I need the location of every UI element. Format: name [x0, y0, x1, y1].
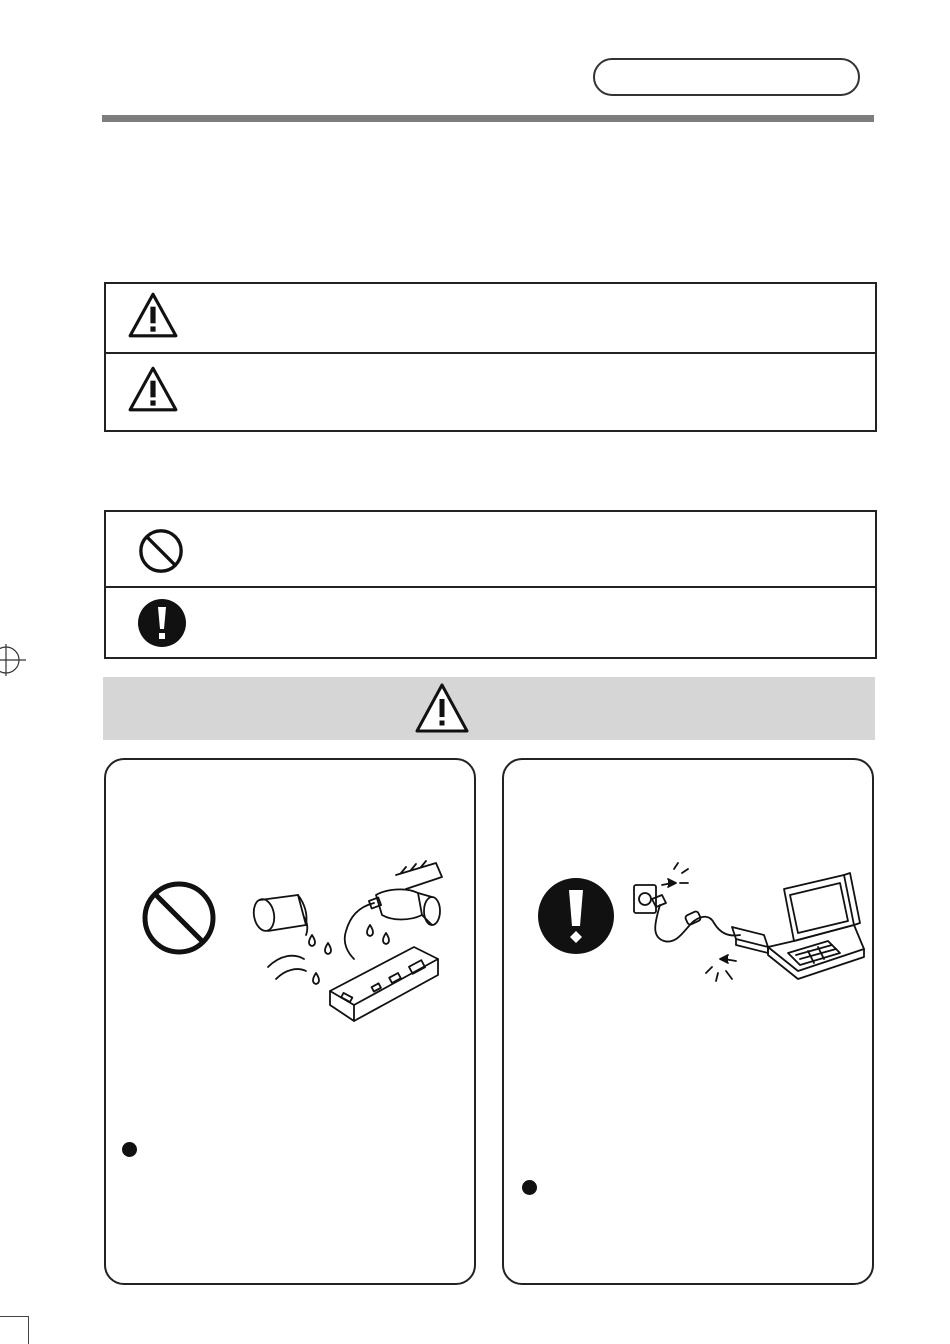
warning-triangle-icon — [127, 365, 179, 413]
symbol-definitions-table — [104, 510, 877, 659]
caution-panel-unplug — [502, 758, 874, 1285]
warning-definitions-table — [104, 282, 877, 432]
bullet-icon — [122, 1142, 137, 1157]
table-row — [106, 586, 875, 659]
section-header-pill — [593, 58, 860, 96]
table-row — [106, 352, 875, 430]
crop-mark — [0, 1316, 28, 1317]
registration-mark-icon — [0, 642, 28, 678]
bullet-icon — [522, 1180, 537, 1195]
table-row — [106, 512, 875, 588]
mandatory-action-icon — [137, 598, 187, 648]
caution-panel-liquid — [104, 758, 476, 1285]
unplug-adapter-from-laptop-illustration — [628, 855, 868, 995]
title-rule — [102, 115, 874, 122]
mandatory-action-icon — [536, 876, 616, 956]
crop-mark — [28, 1316, 29, 1344]
liquid-spill-on-device-illustration — [246, 855, 446, 1025]
table-row — [106, 284, 875, 354]
warning-triangle-icon — [127, 291, 179, 339]
prohibition-icon — [139, 878, 219, 958]
caution-banner — [103, 677, 875, 740]
warning-triangle-icon — [414, 682, 470, 734]
prohibition-icon — [137, 527, 185, 575]
